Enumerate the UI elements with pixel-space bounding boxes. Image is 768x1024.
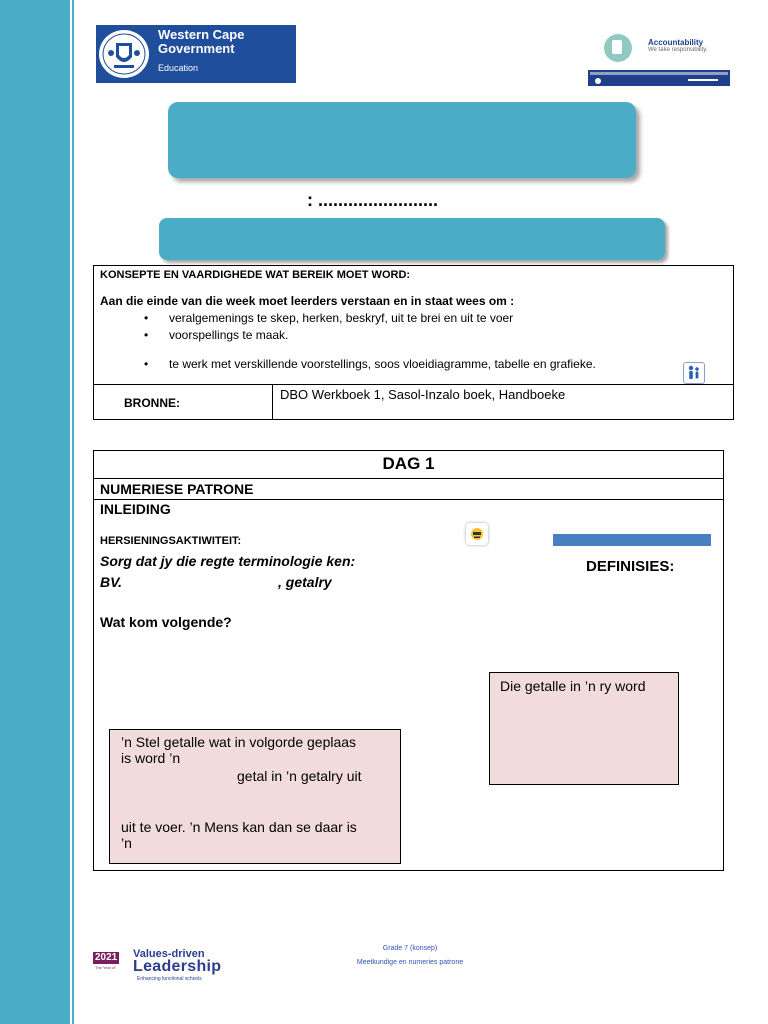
left-sidebar-band [0,0,70,1024]
definition-box-pattern [109,729,401,864]
definitions-label: DEFINISIES: [586,558,675,575]
wcg-logo [96,25,296,83]
resources-value: DBO Werkboek 1, Sasol-Inzalo boek, Handboeke [280,387,566,402]
day-section [93,450,724,871]
instruction-text: Sorg dat jy die regte terminologie ken: [100,553,356,569]
day-title: DAG 1 [382,454,435,473]
left-sidebar-line [72,0,74,1024]
definition-line: getal in ’n getalry uit [237,768,362,784]
wcg-name-line1: Western Cape [158,27,245,42]
definition-line: uit te voer. ’n Mens kan dan se daar is [121,819,357,835]
logo-line2: Leadership [133,958,222,975]
accountability-subtitle: We take responsibility. [648,47,708,53]
footer-topic: Meetkundige en numeries patrone [356,959,464,966]
resources-label: BRONNE: [124,396,180,410]
bullet-text: voorspellings te maak. [169,328,289,342]
example-suffix: , getalry [278,574,332,590]
logo-line1: Values-driven [133,948,205,960]
table-divider [94,384,733,385]
wcg-name-line2: Government [158,41,235,56]
activity-heading: HERSIENINGSAKTIWITEIT: [100,535,242,547]
bullet-text: te werk met verskillende voorstellings, soos vloeidiagramme, tabelle en grafieke. [169,357,596,371]
definitions-header-strip [553,534,711,546]
title-banner [168,102,636,178]
definition-line: is word ’n [121,750,181,766]
accountability-title: Accountability [648,38,704,47]
values-driven-leadership-logo [93,948,263,984]
example-prefix: BV. [100,574,123,590]
definition-box-sequence [489,672,679,785]
row-divider [94,478,723,479]
concepts-table: KONSEPTE EN VAARDIGHEDE WAT BEREIK MOET WORD: Aan die einde van die week moet leerders verstaan en in staat wees om : • veralgemenings te skep, herken, beskryf, uit te brei en uit te voer • voorspellings te maak. • te werk met verskillende voorstellings, soos vloeidiagramme, tabelle en grafieke. BRONNE: DBO Werkboek 1, Sasol-Inzalo boek, Handboeke [93,265,734,420]
coat-of-arms-icon [96,25,152,83]
thinking-face-icon [466,523,488,545]
subtitle-banner [159,218,665,260]
bullet-text: veralgemenings te skep, herken, beskryf, uit te brei en uit te voer [169,311,514,325]
logo-year-sub: The Year of [95,965,116,970]
wcg-department: Education [158,63,199,73]
table-column-divider [272,384,273,420]
question-text: Wat kom volgende? [100,614,232,630]
concepts-heading: KONSEPTE EN VAARDIGHEDE WAT BEREIK MOET WORD: [100,269,411,281]
footer-grade: Grade 7 (konsep) [382,945,438,952]
title-placeholder: : ........................ [307,190,439,210]
intro-heading: INLEIDING [100,501,171,517]
definition-line: ’n Stel getalle wat in volgorde geplaas [121,734,357,750]
definition-line: ’n [121,835,132,851]
logo-year: 2021 [95,952,118,963]
accountability-badge [588,30,730,86]
logo-line3: Enhancing functional schools [137,976,202,982]
row-divider [94,499,723,500]
concepts-intro: Aan die einde van die week moet leerders verstaan en in staat wees om : [100,294,515,308]
people-icon [683,362,705,384]
footer-caption [320,942,500,970]
section-title: NUMERIESE PATRONE [100,481,254,497]
definition-text: Die getalle in ’n ry word [500,678,646,694]
